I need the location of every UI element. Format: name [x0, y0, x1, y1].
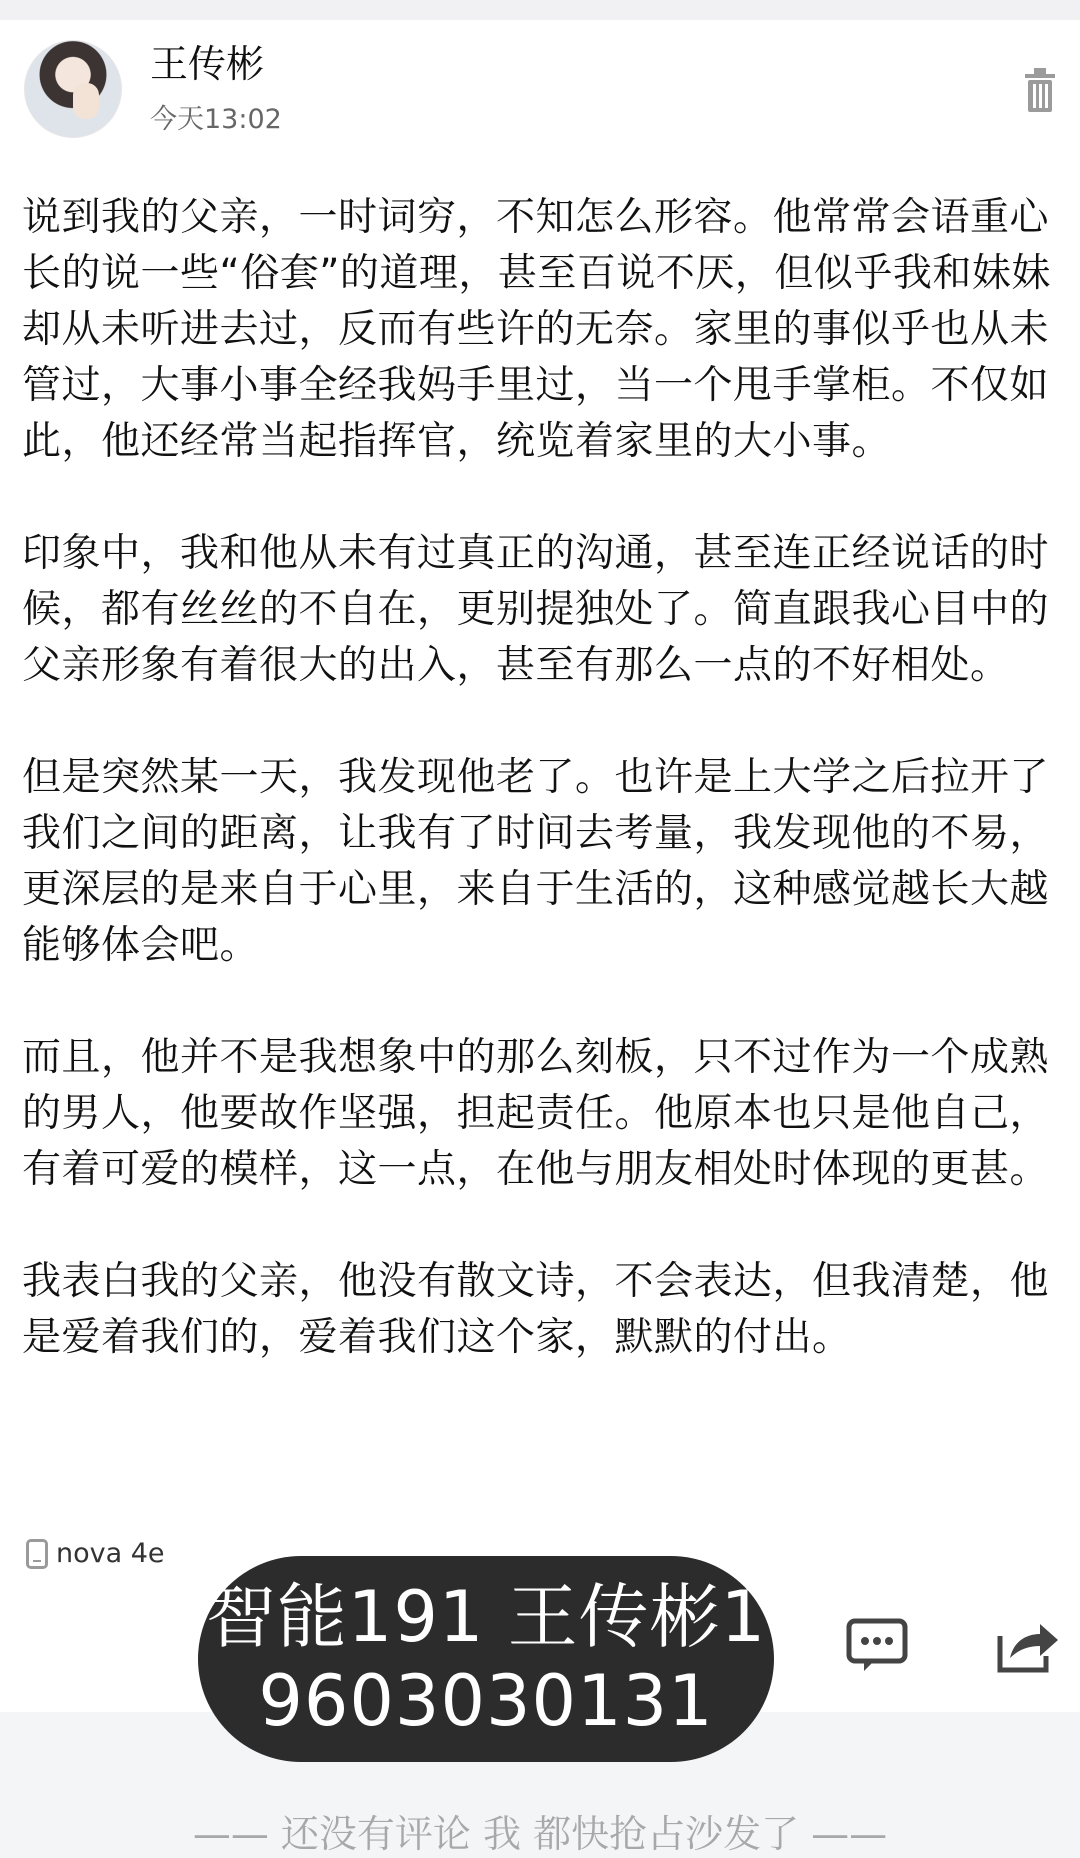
phone-icon	[26, 1539, 48, 1569]
paragraph: 但是突然某一天，我发现他老了。也许是上大学之后拉开了我们之间的距离，让我有了时间去考量，我发现他的不易，更深层的是来自于心里，来自于生活的，这种感觉越长大越能够体会吧。	[22, 755, 1050, 968]
bottom-hint: —— 还没有评论 我 都快抢占沙发了 ——	[192, 1812, 888, 1856]
trash-icon[interactable]	[1022, 66, 1058, 114]
post-content	[22, 190, 1058, 1422]
share-icon[interactable]	[996, 1616, 1060, 1674]
watermark-line-1: 智能191 王传彬1	[205, 1576, 767, 1658]
watermark-line-2: 9603030131	[258, 1660, 714, 1742]
paragraph: 说到我的父亲，一时词穷，不知怎么形容。他常常会语重心长的说一些“俗套”的道理，甚至百说不厌，但似乎我和妹妹却从未听进去过，反而有些许的无奈。家里的事似乎也从未管过，大事小事全经我妈手里过，当一个甩手掌柜。不仅如此，他还经常当起指挥官，统览着家里的大小事。	[22, 195, 1051, 464]
paragraph: 印象中，我和他从未有过真正的沟通，甚至连正经说话的时候，都有丝丝的不自在，更别提独处了。简直跟我心目中的父亲形象有着很大的出入，甚至有那么一点的不好相处。	[22, 531, 1050, 688]
comment-icon[interactable]	[846, 1618, 908, 1674]
paragraph: 而且，他并不是我想象中的那么刻板，只不过作为一个成熟的男人，他要故作坚强，担起责任。他原本也只是他自己，有着可爱的模样，这一点，在他与朋友相处时体现的更甚。	[22, 1035, 1050, 1192]
device-info	[26, 1538, 165, 1569]
paragraph: 我表白我的父亲，他没有散文诗，不会表达，但我清楚，他是爱着我们的，爱着我们这个家，默默的付出。	[22, 1259, 1050, 1360]
author-name[interactable]: 王传彬	[150, 42, 265, 86]
avatar[interactable]	[24, 40, 122, 138]
top-strip	[0, 0, 1080, 20]
watermark-overlay	[198, 1556, 774, 1762]
post-time: 今天13:02	[150, 104, 282, 135]
device-name: nova 4e	[56, 1538, 165, 1569]
avatar-hand	[73, 83, 99, 119]
